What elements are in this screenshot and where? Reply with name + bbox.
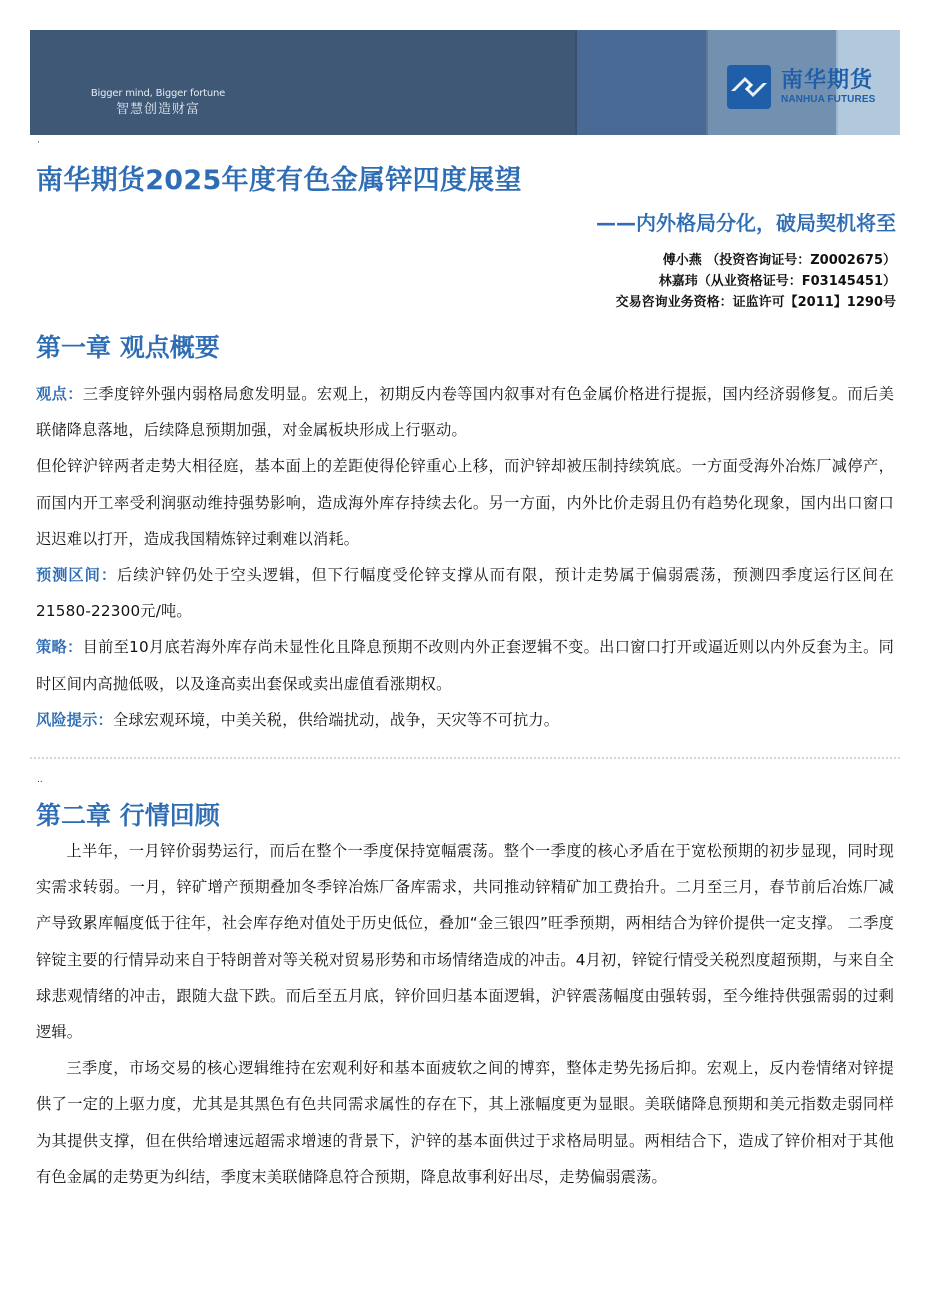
divergence-text: 但伦锌沪锌两者走势大相径庭，基本面上的差距使得伦锌重心上移，而沪锌却被压制持续筑底。一方面受海外冶炼厂减停产，而国内开工率受利润驱动维持强势影响，造成海外库存持续去化。另一方面，内外比价走弱且仍有趋势化现象，国内出口窗口迟迟难以打开，造成我国精炼锌过剩难以消耗。: [36, 457, 894, 548]
divergence-paragraph: [36, 448, 894, 557]
slogan-chinese: 智慧创造财富: [115, 102, 200, 117]
viewpoint-text: 三季度锌外强内弱格局愈发明显。宏观上，初期反内卷等国内叙事对有色金属价格进行提振，国内经济弱修复。而后美联储降息落地，后续降息预期加强，对金属板块形成上行驱动。: [36, 385, 894, 440]
strategy-paragraph: [36, 629, 894, 701]
chapter-1-title: 第一章 观点概要: [36, 333, 220, 362]
header-banner: [30, 30, 900, 135]
forecast-range-text: 后续沪锌仍处于空头逻辑，但下行幅度受伦锌支撑从而有限，预计走势属于偏弱震荡，预测四季度运行区间在21580-22300元/吨。: [36, 566, 895, 621]
chapter-2-body: [36, 833, 894, 1195]
page-marker: ·: [37, 138, 40, 148]
banner-stripe: [575, 30, 708, 135]
forecast-range-paragraph: [36, 557, 894, 629]
first-half-review-paragraph: 上半年，一月锌价弱势运行，而后在整个一季度保持宽幅震荡。整个一季度的核心矛盾在于宽松预期的初步显现，同时现实需求转弱。一月，锌矿增产预期叠加冬季锌冶炼厂备库需求，共同推动锌精矿加工费抬升。二月至三月，春节前后冶炼厂减产导致累库幅度低于往年，社会库存绝对值处于历史低位，叠加“金三银四”旺季预期，两相结合为锌价提供一定支撑。 二季度锌锭主要的行情异动来自于特朗普对等关税对贸易形势和市场情绪造成的冲击。4月初，锌锭行情受关税烈度超预期，与来自全球悲观情绪的冲击，跟随大盘下跌。而后至五月底，锌价回归基本面逻辑，沪锌震荡幅度由强转弱，至今维持供强需弱的过剩逻辑。: [36, 842, 894, 1042]
author-line: 林嘉玮（从业资格证号：F03145451）: [658, 274, 896, 289]
section-divider: [30, 757, 900, 759]
slogan-english: Bigger mind, Bigger fortune: [90, 88, 226, 99]
logo-wordmark: [781, 68, 875, 106]
author-line: 傅小燕 （投资咨询证号：Z0002675）: [662, 253, 896, 268]
risk-text: 全球宏观环境，中美关税，供给端扰动，战争，天灾等不可抗力。: [112, 710, 560, 729]
viewpoint-paragraph: [36, 376, 894, 448]
nanhua-logo: [727, 64, 875, 110]
risk-label: 风险提示：: [36, 710, 113, 729]
banner-slogan: [88, 88, 228, 120]
document-title: 南华期货2025年度有色金属锌四度展望: [36, 165, 522, 196]
logo-chinese-name: 南华期货: [781, 68, 874, 93]
strategy-label: 策略：: [36, 638, 83, 657]
license-line: 交易咨询业务资格：证监许可【2011】1290号: [615, 295, 896, 310]
nanhua-logo-icon: [727, 65, 771, 109]
forecast-range-label: 预测区间：: [36, 566, 118, 585]
viewpoint-label: 观点：: [36, 385, 83, 403]
page-marker: ..: [37, 775, 43, 785]
risk-paragraph: [36, 702, 894, 738]
document-subtitle: ——内外格局分化，破局契机将至: [596, 211, 896, 235]
chapter-2-title: 第二章 行情回顾: [36, 801, 220, 830]
logo-english-name: NANHUA FUTURES: [781, 94, 876, 105]
author-credentials: [616, 250, 896, 313]
third-quarter-review-paragraph: 三季度，市场交易的核心逻辑维持在宏观利好和基本面疲软之间的博弈，整体走势先扬后抑。宏观上，反内卷情绪对锌提供了一定的上驱力度，尤其是其黑色有色共同需求属性的存在下，其上涨幅度更为显眼。美联储降息预期和美元指数走弱同样为其提供支撑，但在供给增速远超需求增速的背景下，沪锌的基本面供过于求格局明显。两相结合下，造成了锌价相对于其他有色金属的走势更为纠结，季度末美联储降息符合预期，降息故事利好出尽，走势偏弱震荡。: [36, 1059, 894, 1186]
chapter-1-body: [36, 376, 894, 738]
strategy-text: 目前至10月底若海外库存尚未显性化且降息预期不改则内外正套逻辑不变。出口窗口打开或逼近则以内外反套为主。同时区间内高抛低吸，以及逢高卖出套保或卖出虚值看涨期权。: [36, 638, 894, 693]
